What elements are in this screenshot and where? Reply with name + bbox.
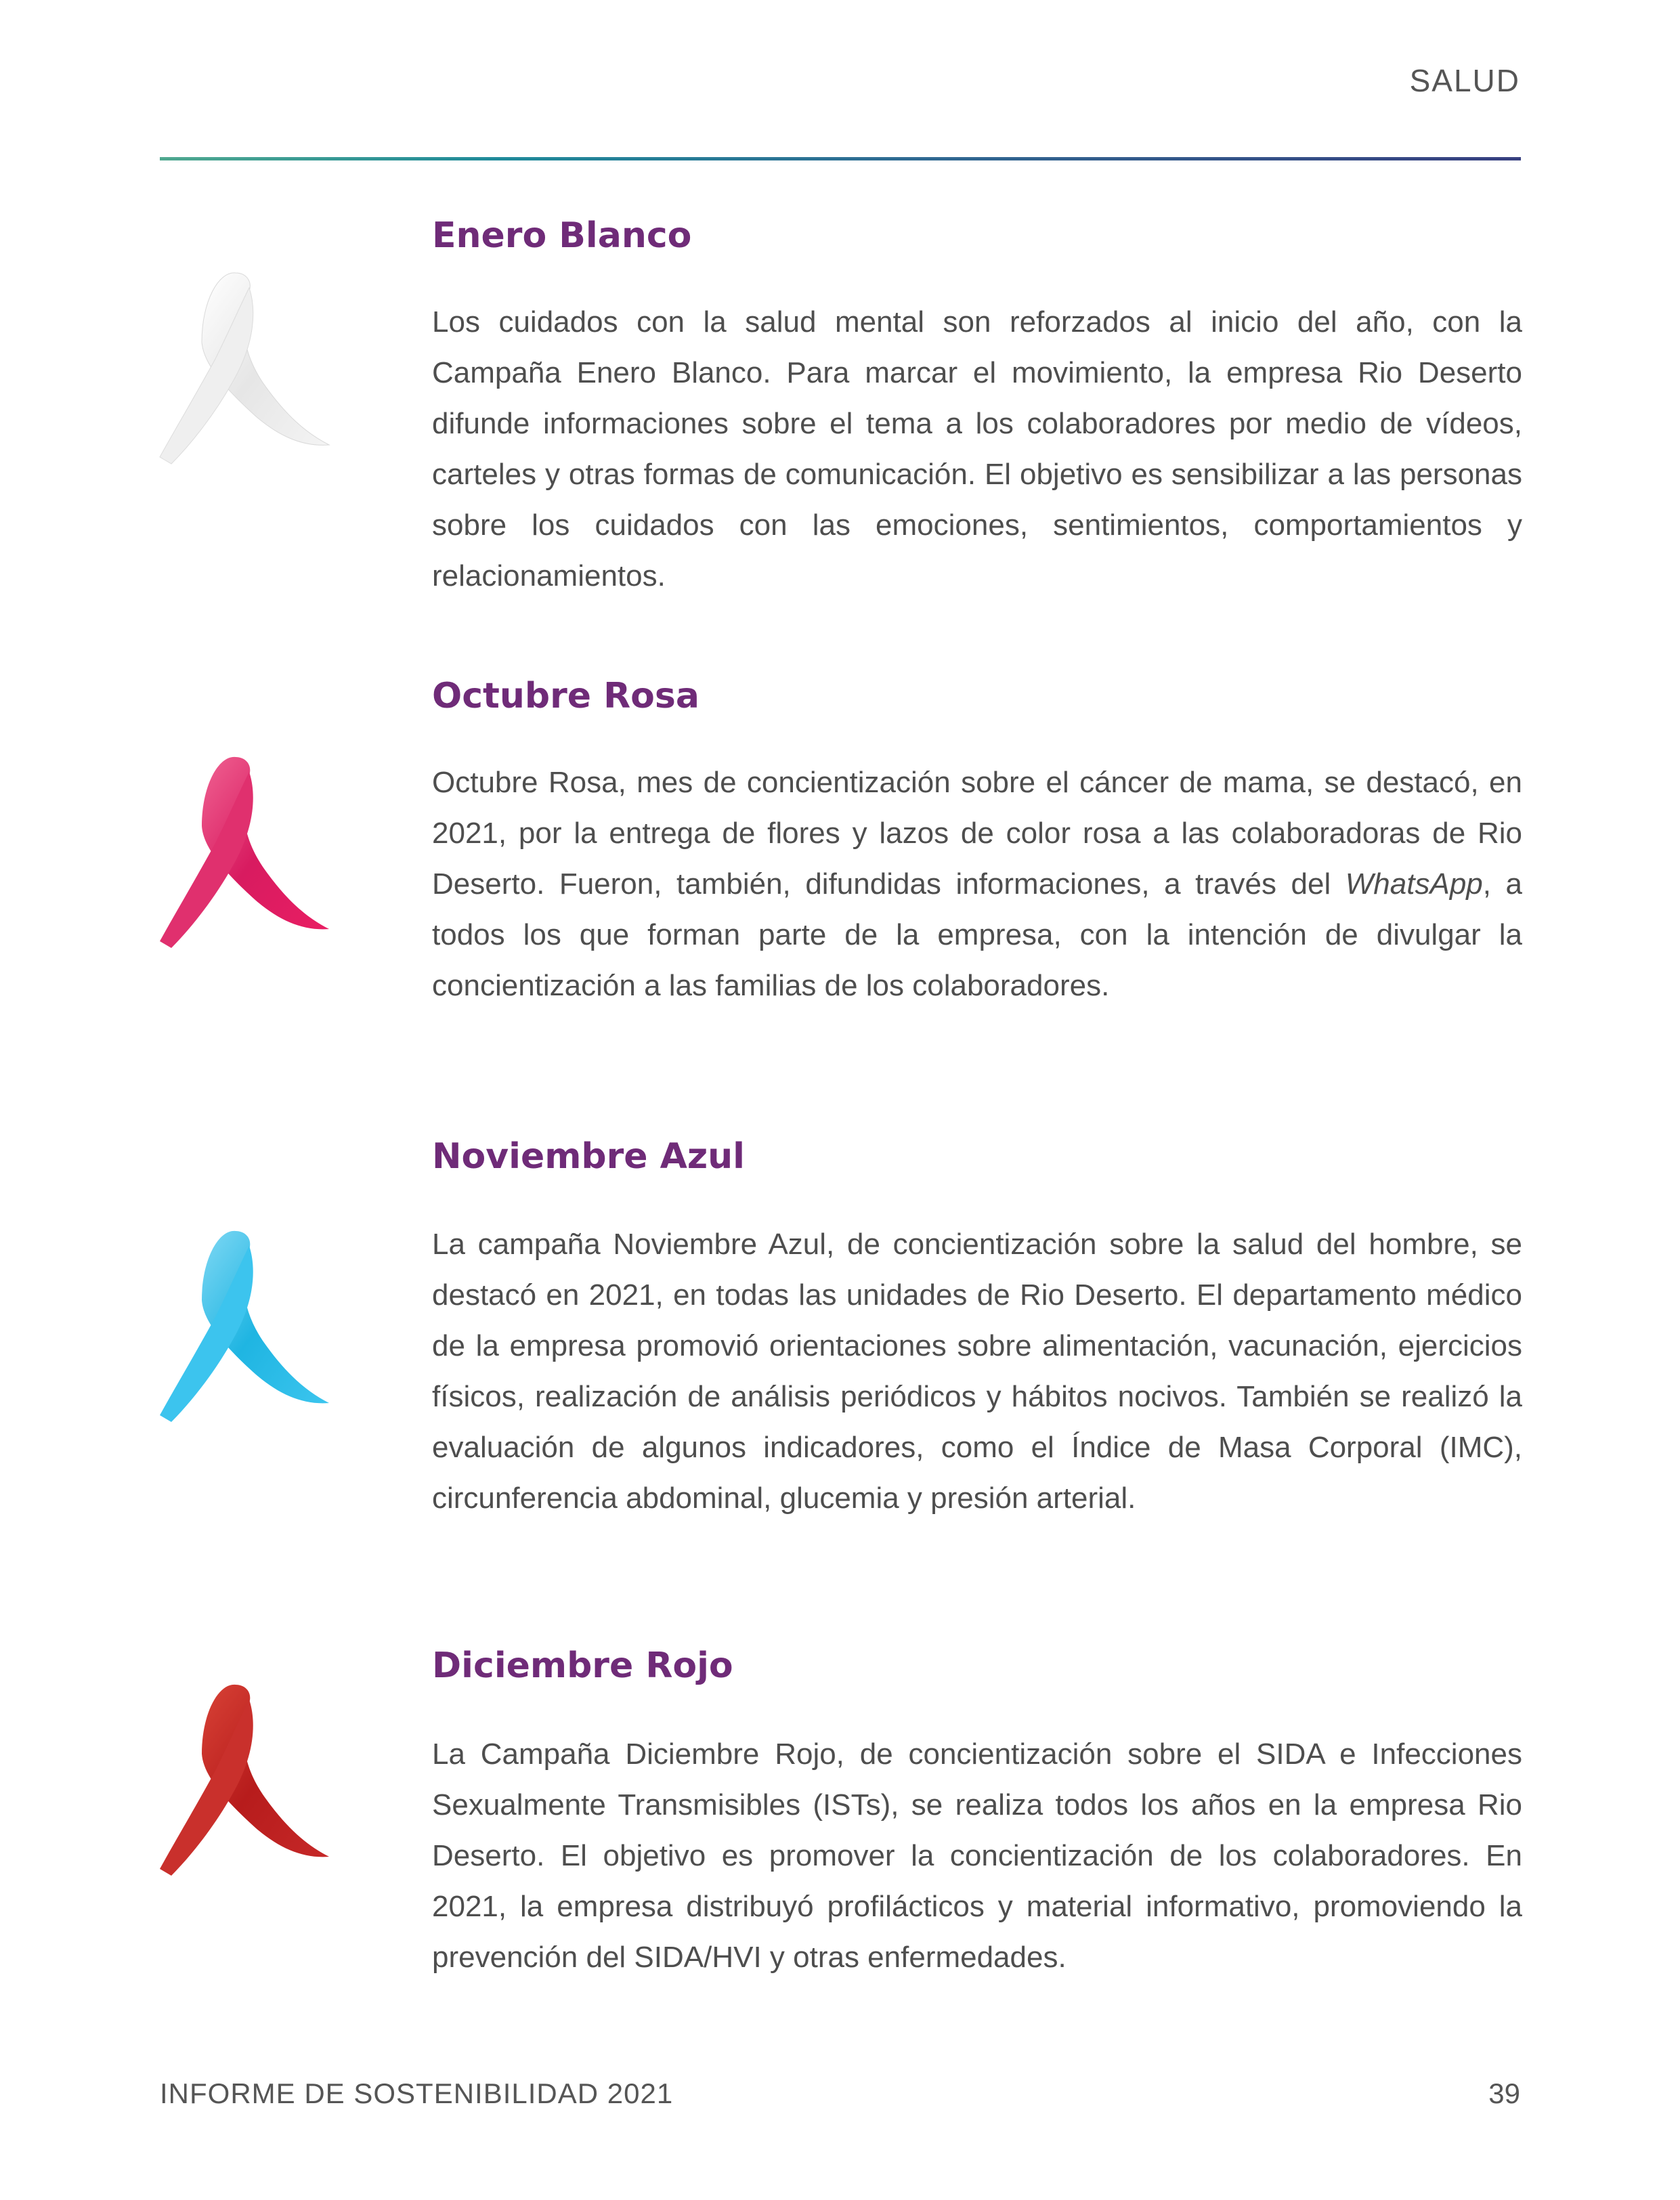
- campaign-title: Octubre Rosa: [432, 676, 699, 716]
- white-ribbon-icon: [154, 267, 330, 471]
- campaign-title: Noviembre Azul: [432, 1136, 746, 1177]
- campaign-title: Enero Blanco: [432, 215, 692, 256]
- campaign-body: La campaña Noviembre Azul, de concientización sobre la salud del hombre, se destacó en 2021, en todas las unidades de Rio Deserto. El departamento médico de la empresa promovió orientaciones sobre alimentación, vacunación, ejercicios físicos, realización de análisis periódicos y hábitos nocivos. También se realizó la evaluación de algunos indicadores, como el Índice de Masa Corporal (IMC), circunferencia abdominal, glucemia y presión arterial.: [432, 1228, 1522, 1515]
- campaign-title: Diciembre Rojo: [432, 1645, 733, 1686]
- blue-ribbon-icon: [154, 1226, 330, 1429]
- whatsapp-mention: WhatsApp: [1345, 867, 1483, 901]
- red-ribbon-icon: [154, 1679, 330, 1882]
- header-rule: [160, 157, 1521, 160]
- pink-ribbon-icon: [154, 752, 330, 955]
- campaign-body: La Campaña Diciembre Rojo, de concientización sobre el SIDA e Infecciones Sexualmente Transmisibles (ISTs), se realiza todos los años en la empresa Rio Deserto. El objetivo es promover la concientización de los colaboradores. En 2021, la empresa distribuyó profilácticos y material informativo, promoviendo la prevención del SIDA/HVI y otras enfermedades.: [432, 1738, 1522, 1974]
- page-number: 39: [1488, 2077, 1520, 2109]
- campaign-body: [432, 757, 1522, 1011]
- campaign-body: Los cuidados con la salud mental son reforzados al inicio del año, con la Campaña Enero Blanco. Para marcar el movimiento, la empresa Rio Deserto difunde informaciones sobre el tema a los colaboradores por medio de vídeos, carteles y otras formas de comunicación. El objetivo es sensibilizar a las personas sobre los cuidados con las emociones, sentimientos, comportamientos y relacionamientos.: [432, 305, 1522, 592]
- body-text: Octubre Rosa, mes de concientización sobre el cáncer de mama, se destacó, en 2021, por la entrega de flores y lazos de color rosa a las colaboradoras de Rio Deserto. Fueron, también, difundidas informaciones, a través del: [432, 766, 1522, 901]
- footer-report-title: INFORME DE SOSTENIBILIDAD 2021: [160, 2077, 674, 2109]
- body-text: , a todos los que forman parte de la empresa, con la intención de divulgar la concientización a las familias de los colaboradores.: [432, 867, 1523, 1002]
- section-label: SALUD: [1409, 63, 1520, 98]
